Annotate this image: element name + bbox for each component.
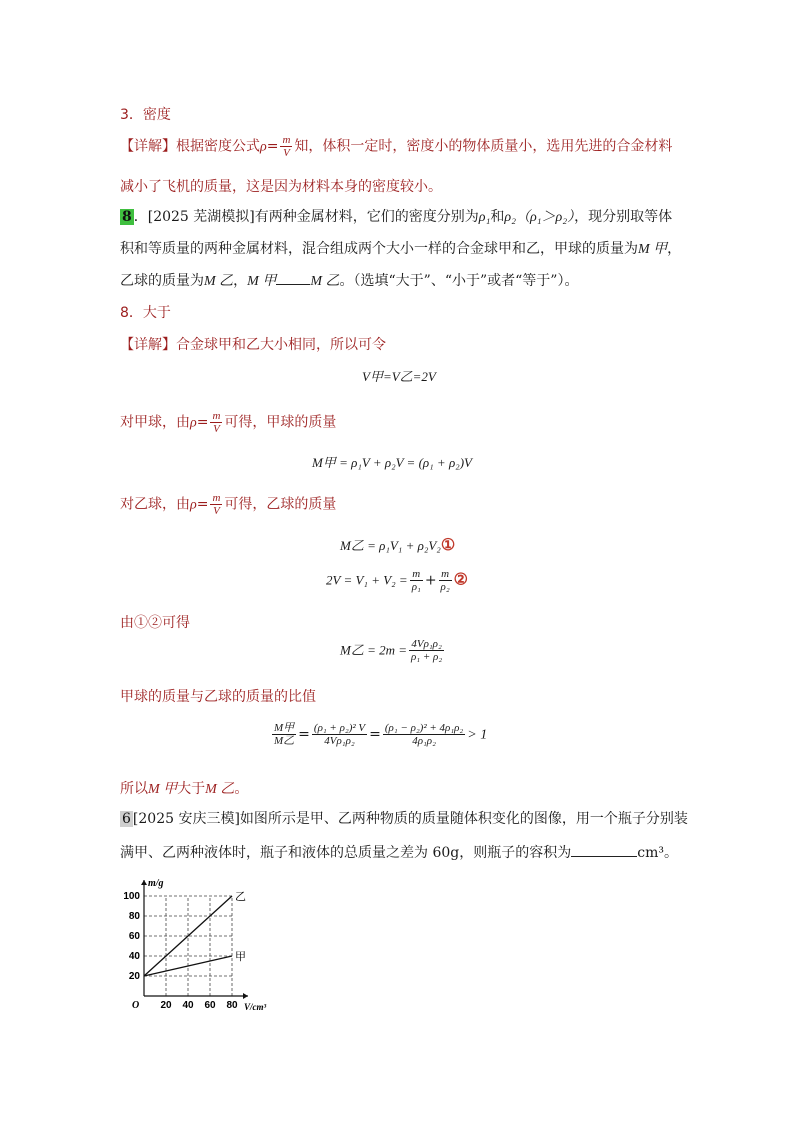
step-yi: 对乙球，由ρ= $\frac{m}{V}$ 可得，乙球的质量 — [120, 492, 337, 517]
answer-blank[interactable] — [276, 272, 310, 285]
y-axis-arrow — [141, 880, 147, 885]
equation-1: V甲=V乙=2V — [362, 369, 436, 384]
equation-6: $\frac{\text{M甲}}{\text{M乙}}$ = $\frac{\text{(ρ₁ + ρ₂)² V}}{\text{4Vρ₁ρ₂}}$ = $\frac{\text{(ρ₁ − ρ₂)² + 4ρ₁ρ₂}}{\text{4ρ₁ρ₂}}$ > 1 — [274, 722, 488, 747]
x-axis-label: V/cm³ — [244, 1002, 267, 1012]
x-tick-label-40: 40 — [182, 1000, 194, 1011]
density-fraction: $\frac{m}{V}$ — [212, 410, 221, 435]
y-tick-label-40: 40 — [128, 951, 140, 962]
y-tick-label-80: 80 — [128, 911, 140, 922]
equation-4: 2V = V₁ + V₂ = $\frac{m}{\text{ρ₁}}$ + $\frac{m}{\text{ρ₂}}$ ② — [326, 568, 468, 593]
answer-blank[interactable] — [571, 844, 637, 857]
detail-text: 根据密度公式 — [176, 138, 260, 155]
q6-prompt-line2: 满甲、乙两种液体时，瓶子和液体的总质量之差为 60g，则瓶子的容积为 cm³。 — [120, 845, 678, 861]
detail-tag: 【详解】 — [120, 337, 176, 353]
equation-5: M乙 = 2m = $\frac{\text{4Vρ₁ρ₂}}{\text{ρ₁ + ρ₂}}$ — [340, 638, 443, 663]
mass-volume-chart — [120, 872, 290, 1012]
x-tick-label-80: 80 — [226, 1000, 238, 1011]
y-tick-label-60: 60 — [128, 931, 140, 942]
x-axis-arrow — [243, 993, 248, 999]
mark-1: ① — [440, 535, 456, 554]
step-jia: 对甲球，由ρ= $\frac{m}{V}$ 可得，甲球的质量 — [120, 410, 337, 435]
q3-answer-label: 3．密度 — [120, 107, 171, 123]
q8-answer-label: 8．大于 — [120, 305, 171, 321]
x-tick-label-60: 60 — [204, 1000, 216, 1011]
from-1-2: 由①②可得 — [120, 615, 190, 631]
q8-prompt-line1: 8 ．[2025 芜湖模拟]有两种金属材料，它们的密度分别为ρ₁和ρ₂（ρ₁＞ρ₂），现分别取等体 — [122, 209, 673, 225]
y-tick-label-100: 100 — [123, 891, 140, 902]
question-number: 6 — [122, 811, 131, 827]
q3-detail-line1: 【详解】根据密度公式ρ= $\frac{m}{V}$ 知，体积一定时，密度小的物体质量小，选用先进的合金材料 — [120, 134, 673, 159]
q3-detail-line2: 减小了飞机的质量，这是因为材料本身的密度较小。 — [120, 179, 442, 195]
q8-prompt-line2: 积和等质量的两种金属材料，混合组成两个大小一样的合金球甲和乙，甲球的质量为M 甲， — [120, 241, 682, 257]
y-axis-label: m/g — [148, 878, 164, 889]
question-number: 8 — [122, 209, 132, 225]
series-label-1: 甲 — [235, 950, 246, 963]
ratio-text: 甲球的质量与乙球的质量的比值 — [120, 689, 316, 705]
q6-prompt-line1: 6 [2025 安庆三模]如图所示是甲、乙两种物质的质量随体积变化的图像，用一个瓶子分别装 — [122, 811, 688, 827]
density-fraction: $\frac{m}{V}$ — [282, 134, 291, 159]
q8-prompt-line3: 乙球的质量为M 乙，M 甲 M 乙。（选填“大于”、“小于”或者“等于”）。 — [120, 273, 579, 289]
equation-2: M甲 = ρ₁V + ρ₂V = (ρ₁ + ρ₂)V — [312, 455, 472, 470]
conclusion: 所以M 甲大于M 乙。 — [120, 781, 249, 797]
equation-3: M乙 = ρ₁V₁ + ρ₂V₂① — [340, 535, 456, 554]
mark-2: ② — [453, 569, 468, 589]
density-fraction: $\frac{m}{V}$ — [212, 492, 221, 517]
y-tick-label-20: 20 — [128, 971, 140, 982]
series-label-0: 乙 — [235, 890, 246, 903]
detail-tag: 【详解】 — [120, 138, 176, 155]
x-tick-label-20: 20 — [160, 1000, 172, 1011]
origin-label: O — [132, 1000, 140, 1011]
q8-detail-line: 【详解】合金球甲和乙大小相同，所以可令 — [120, 337, 386, 353]
